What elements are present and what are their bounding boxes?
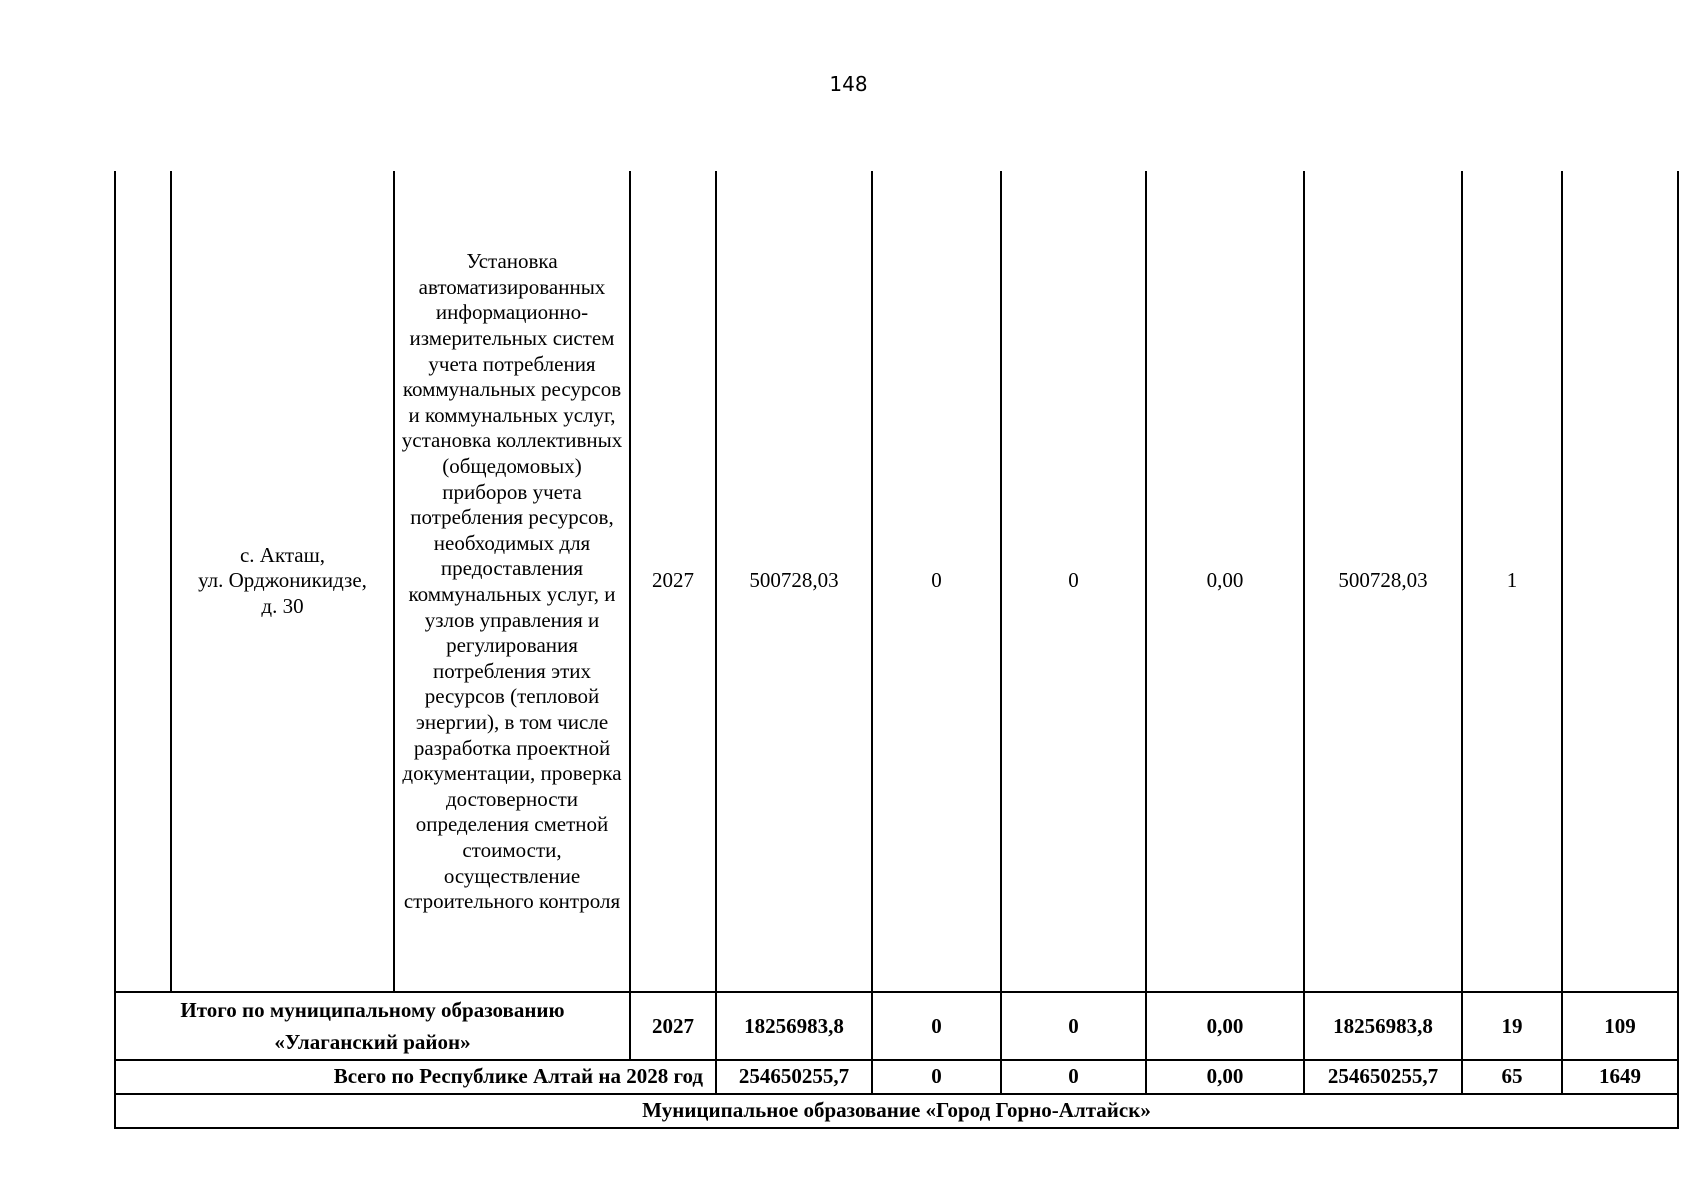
owners-funds-cell: 500728,03 — [1304, 171, 1462, 992]
row-number-cell — [115, 171, 171, 992]
municipal-total-row — [115, 992, 1678, 1060]
republic-total-local: 0,00 — [1146, 1060, 1304, 1094]
municipal-total-extra: 109 — [1562, 992, 1678, 1060]
section-header-row — [115, 1094, 1678, 1128]
republic-total-row — [115, 1060, 1678, 1094]
republic-total-extra: 1649 — [1562, 1060, 1678, 1094]
page-number: 148 — [829, 72, 868, 96]
republic-total-fund: 0 — [872, 1060, 1001, 1094]
municipal-total-fund: 0 — [872, 992, 1001, 1060]
address-text: с. Акташ, ул. Орджоникидзе, д. 30 — [198, 542, 367, 618]
local-budget-cell: 0,00 — [1146, 171, 1304, 992]
municipal-total-label: Итого по муниципальному образованию «Улаганский район» — [115, 992, 630, 1060]
municipal-total-count: 19 — [1462, 992, 1562, 1060]
extra-cell — [1562, 171, 1678, 992]
republic-total-republic: 0 — [1001, 1060, 1146, 1094]
republic-total-owners: 254650255,7 — [1304, 1060, 1462, 1094]
work-type-cell — [394, 171, 630, 992]
municipal-total-local: 0,00 — [1146, 992, 1304, 1060]
work-type-text: Установка автоматизированных информационно-измерительных систем учета потребления коммунальных ресурсов и коммунальных услуг, установка коллективных (общедомовых) приборов учета потребления ресурсов, необходимых для предоставления коммунальных услуг, и узлов управления и регулирования потребления этих ресурсов (тепловой энергии), в том числе разработка проектной документации, проверка достоверности определения сметной стоимости, осуществление строительного контроля — [401, 249, 623, 914]
capital-repair-table — [114, 171, 1679, 1129]
total-cost-cell: 500728,03 — [716, 171, 872, 992]
table-row — [115, 171, 1678, 992]
municipal-total-cost: 18256983,8 — [716, 992, 872, 1060]
republic-total-label: Всего по Республике Алтай на 2028 год — [115, 1060, 716, 1094]
municipal-total-owners: 18256983,8 — [1304, 992, 1462, 1060]
republic-total-count: 65 — [1462, 1060, 1562, 1094]
republic-total-cost: 254650255,7 — [716, 1060, 872, 1094]
municipal-total-year: 2027 — [630, 992, 716, 1060]
year-cell: 2027 — [630, 171, 716, 992]
address-cell — [171, 171, 394, 992]
fund-cell: 0 — [872, 171, 1001, 992]
republic-budget-cell: 0 — [1001, 171, 1146, 992]
section-header-label: Муниципальное образование «Город Горно-Алтайск» — [115, 1094, 1678, 1128]
municipal-total-republic: 0 — [1001, 992, 1146, 1060]
count-cell: 1 — [1462, 171, 1562, 992]
